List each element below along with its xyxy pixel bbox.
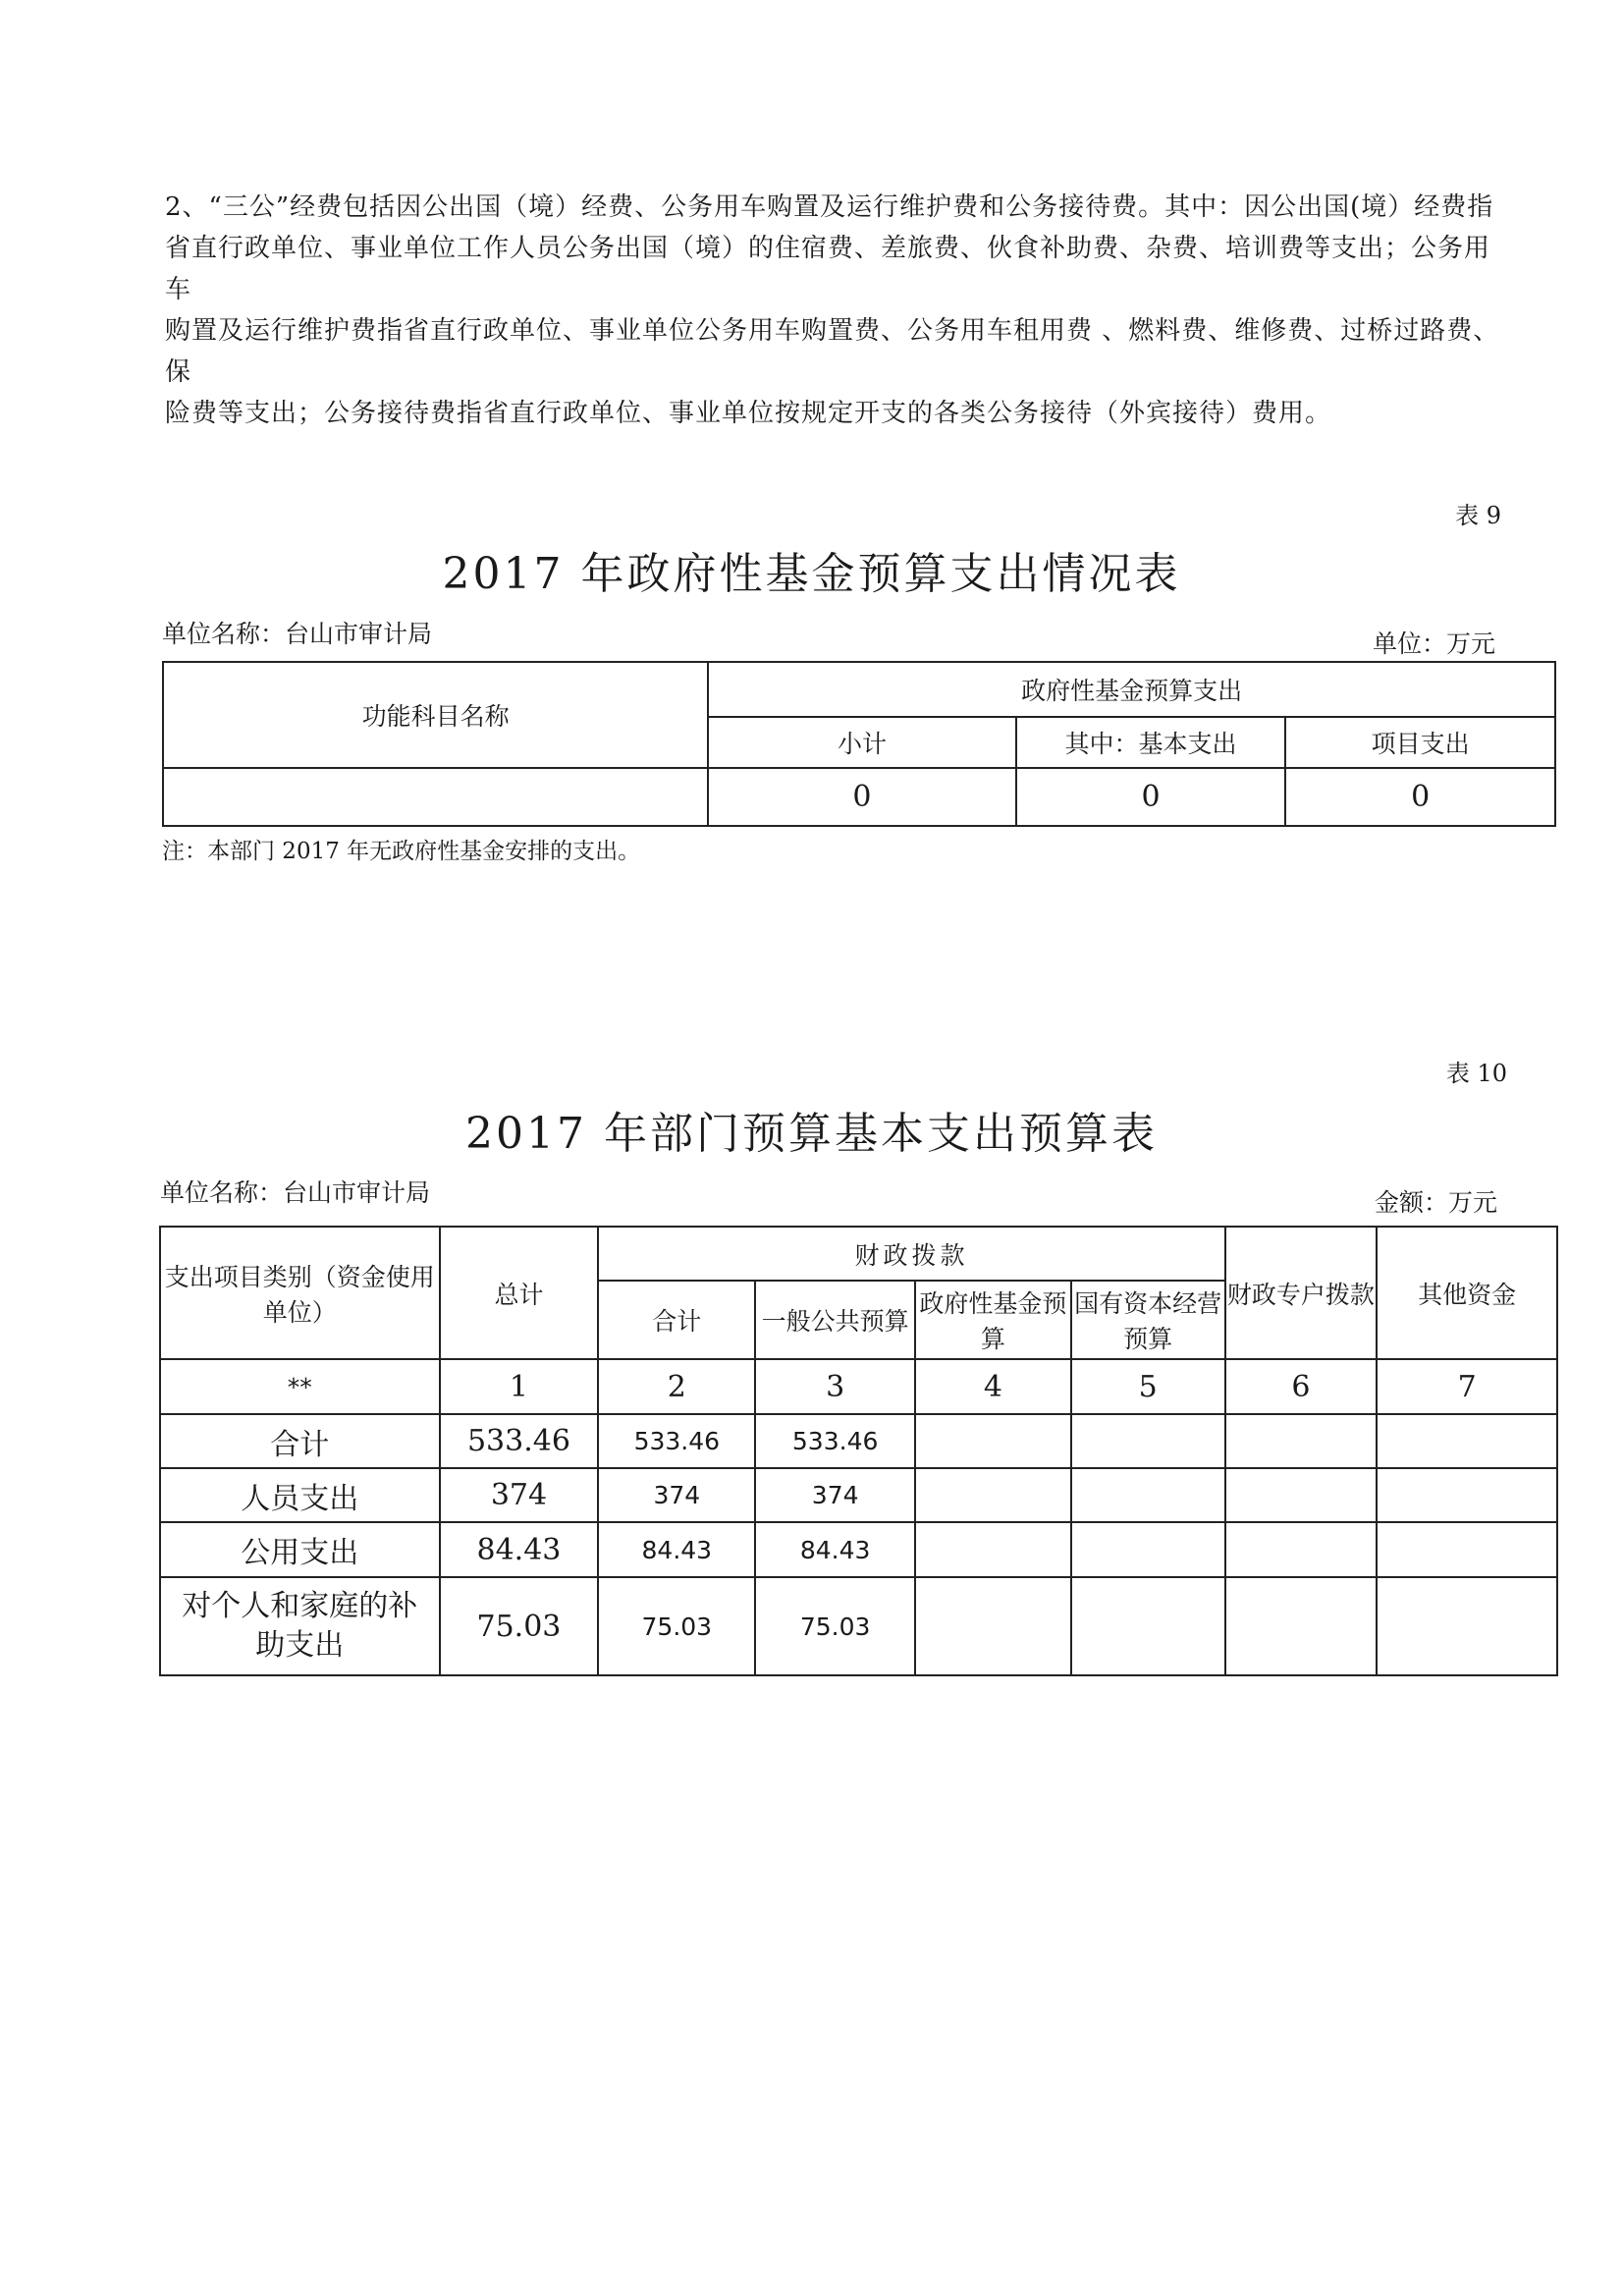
paragraph-line: 购置及运行维护费指省直行政单位、事业单位公务用车购置费、公务用车租用费 、燃料费、维修费、过桥过路费、保: [165, 316, 1500, 387]
row-state-capital: [1071, 1468, 1225, 1522]
paragraph-line: 2、“三公”经费包括因公出国（境）经费、公务用车购置及运行维护费和公务接待费。其中：因公出国(境）经费指: [165, 192, 1494, 222]
row-special: [1225, 1577, 1378, 1675]
table-row: [160, 1414, 1557, 1468]
row-state-capital: [1071, 1577, 1225, 1675]
table10-unit-name: 单位名称：台山市审计局: [160, 1178, 431, 1207]
row-special: [1225, 1468, 1378, 1522]
table9-header-basic: 其中：基本支出: [1016, 717, 1286, 768]
row-general: 84.43: [755, 1522, 915, 1577]
table10: [159, 1226, 1558, 1676]
table9-cell-basic: 0: [1016, 768, 1286, 826]
row-gov-fund: [915, 1414, 1071, 1468]
index-cell: 4: [915, 1359, 1071, 1414]
table10-title: 2017 年部门预算基本支出预算表: [465, 1109, 1158, 1159]
index-cell: **: [160, 1359, 440, 1414]
table10-header-gov-fund: 政府性基金预算: [915, 1281, 1071, 1359]
table9-cell-subtotal: 0: [708, 768, 1016, 826]
table10-header-general: 一般公共预算: [755, 1281, 915, 1359]
table10-unit: 金额：万元: [1374, 1188, 1497, 1217]
table-row: [160, 1577, 1557, 1675]
table10-header-special: 财政专户拨款: [1225, 1227, 1378, 1359]
row-total: 374: [440, 1468, 599, 1522]
table10-header-fiscal: 财政拨款: [598, 1227, 1224, 1281]
table9-number: 表 9: [1455, 502, 1501, 529]
table10-header-other: 其他资金: [1377, 1227, 1557, 1359]
table-row: [160, 1522, 1557, 1577]
row-total: 84.43: [440, 1522, 599, 1577]
row-name: 公用支出: [160, 1522, 440, 1577]
table9-header-project: 项目支出: [1285, 717, 1555, 768]
row-general: 75.03: [755, 1577, 915, 1675]
paragraph-line: 险费等支出；公务接待费指省直行政单位、事业单位按规定开支的各类公务接待（外宾接待）费用。: [165, 399, 1332, 428]
table9-header-subtotal: 小计: [708, 717, 1016, 768]
row-gov-fund: [915, 1522, 1071, 1577]
table10-number: 表 10: [1445, 1060, 1507, 1087]
row-general: 374: [755, 1468, 915, 1522]
table-row: [160, 1468, 1557, 1522]
table10-header-category: 支出项目类别（资金使用单位）: [160, 1227, 440, 1359]
row-sum: 374: [598, 1468, 755, 1522]
table9-note: 注：本部门 2017 年无政府性基金安排的支出。: [162, 839, 641, 864]
table10-header-sum: 合计: [598, 1281, 755, 1359]
index-cell: 1: [440, 1359, 599, 1414]
index-cell: 5: [1071, 1359, 1225, 1414]
table9-title: 2017 年政府性基金预算支出情况表: [442, 549, 1181, 599]
index-cell: 2: [598, 1359, 755, 1414]
table10-header-state-capital: 国有资本经营预算: [1071, 1281, 1225, 1359]
row-gov-fund: [915, 1468, 1071, 1522]
table9-unit: 单位：万元: [1372, 629, 1495, 658]
table9-cell-project: 0: [1285, 768, 1555, 826]
table9-header-name: 功能科目名称: [163, 662, 708, 768]
paragraph-line: 省直行政单位、事业单位工作人员公务出国（境）的住宿费、差旅费、伙食补助费、杂费、培训费等支出；公务用车: [165, 234, 1491, 304]
index-cell: 3: [755, 1359, 915, 1414]
row-name: 对个人和家庭的补助支出: [160, 1577, 440, 1675]
row-other: [1377, 1577, 1557, 1675]
table10-index-row: [160, 1359, 1557, 1414]
row-special: [1225, 1414, 1378, 1468]
row-total: 75.03: [440, 1577, 599, 1675]
row-other: [1377, 1468, 1557, 1522]
index-cell: 6: [1225, 1359, 1378, 1414]
table9-header-group: 政府性基金预算支出: [708, 662, 1555, 717]
row-total: 533.46: [440, 1414, 599, 1468]
table10-header-total: 总计: [440, 1227, 599, 1359]
table9: [162, 661, 1556, 827]
row-other: [1377, 1414, 1557, 1468]
row-special: [1225, 1522, 1378, 1577]
row-name: 人员支出: [160, 1468, 440, 1522]
row-sum: 75.03: [598, 1577, 755, 1675]
row-general: 533.46: [755, 1414, 915, 1468]
row-state-capital: [1071, 1522, 1225, 1577]
row-state-capital: [1071, 1414, 1225, 1468]
row-name: 合计: [160, 1414, 440, 1468]
row-other: [1377, 1522, 1557, 1577]
row-sum: 84.43: [598, 1522, 755, 1577]
table9-unit-name: 单位名称：台山市审计局: [162, 620, 433, 648]
row-sum: 533.46: [598, 1414, 755, 1468]
index-cell: 7: [1377, 1359, 1557, 1414]
row-gov-fund: [915, 1577, 1071, 1675]
intro-paragraph: [165, 187, 1515, 434]
table9-cell-name: [163, 768, 708, 826]
